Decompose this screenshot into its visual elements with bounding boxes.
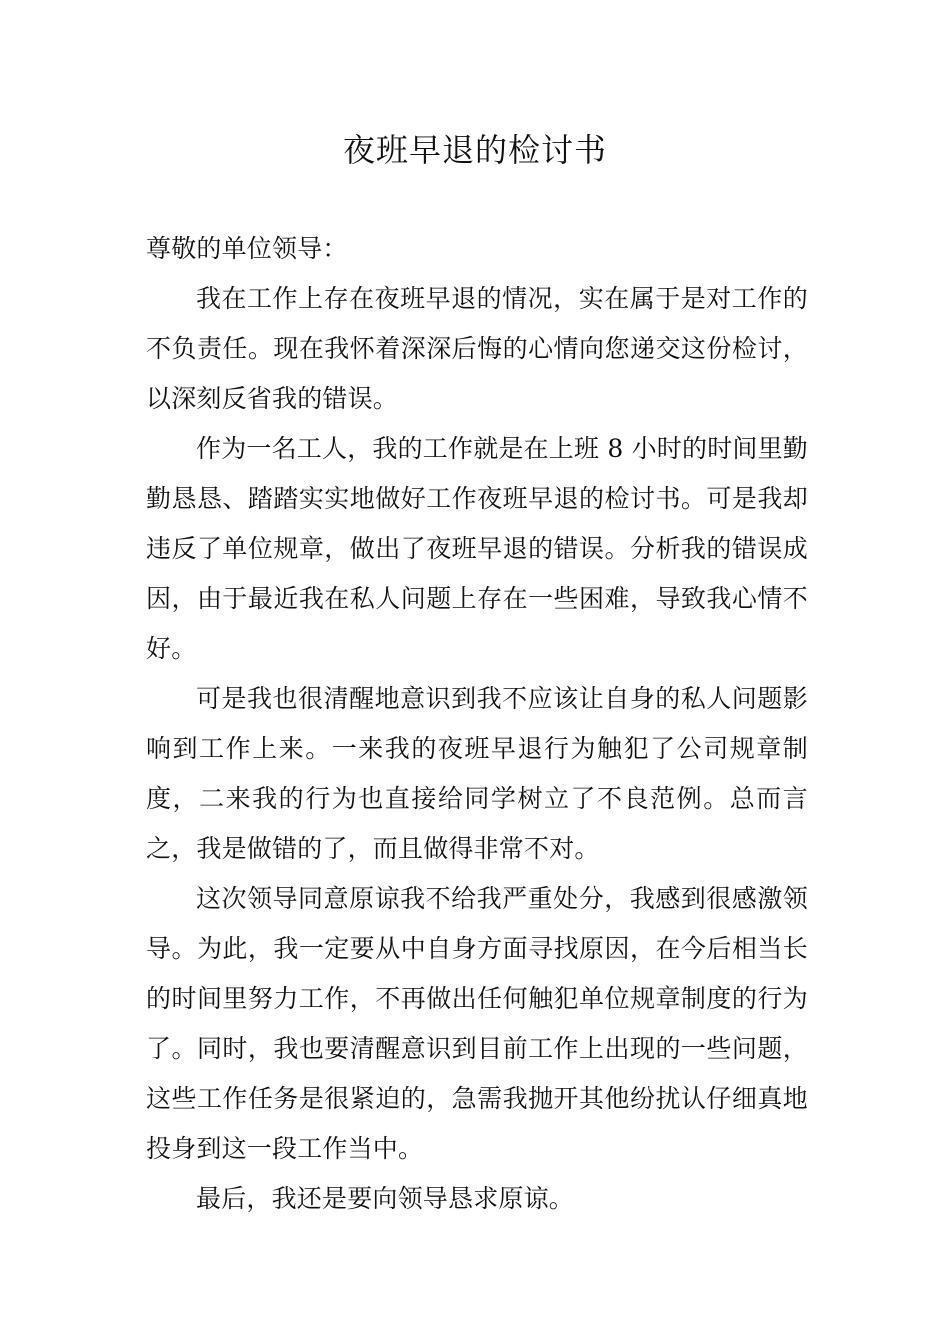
paragraph-2: 作为一名工人，我的工作就是在上班 8 小时的时间里勤勤恳恳、踏踏实实地做好工作夜班早退的检讨书。可是我却违反了单位规章，做出了夜班早退的错误。分析我的错误成因，由于最近我在私人问题上存在一些困难，导致我心情不好。	[146, 434, 809, 663]
paragraph-1: 我在工作上存在夜班早退的情况，实在属于是对工作的不负责任。现在我怀着深深后悔的心情向您递交这份检讨，以深刻反省我的错误。	[146, 284, 808, 413]
paragraph-4: 这次领导同意原谅我不给我严重处分，我感到很感激领导。为此，我一定要从中自身方面寻找原因，在今后相当长的时间里努力工作，不再做出任何触犯单位规章制度的行为了。同时，我也要清醒意识到目前工作上出现的一些问题，这些工作任务是很紧迫的，急需我抛开其他纷扰认仔细真地投身到这一段工作当中。	[146, 884, 808, 1163]
document-body	[146, 224, 808, 1224]
salutation: 尊敬的单位领导：	[146, 234, 348, 263]
paragraph-5: 最后，我还是要向领导恳求原谅。	[196, 1184, 575, 1213]
document-title: 夜班早退的检讨书	[342, 131, 607, 169]
paragraph-3: 可是我也很清醒地意识到我不应该让自身的私人问题影响到工作上来。一来我的夜班早退行为触犯了公司规章制度，二来我的行为也直接给同学树立了不良范例。总而言之，我是做错的了，而且做得非常不对。	[146, 684, 808, 863]
